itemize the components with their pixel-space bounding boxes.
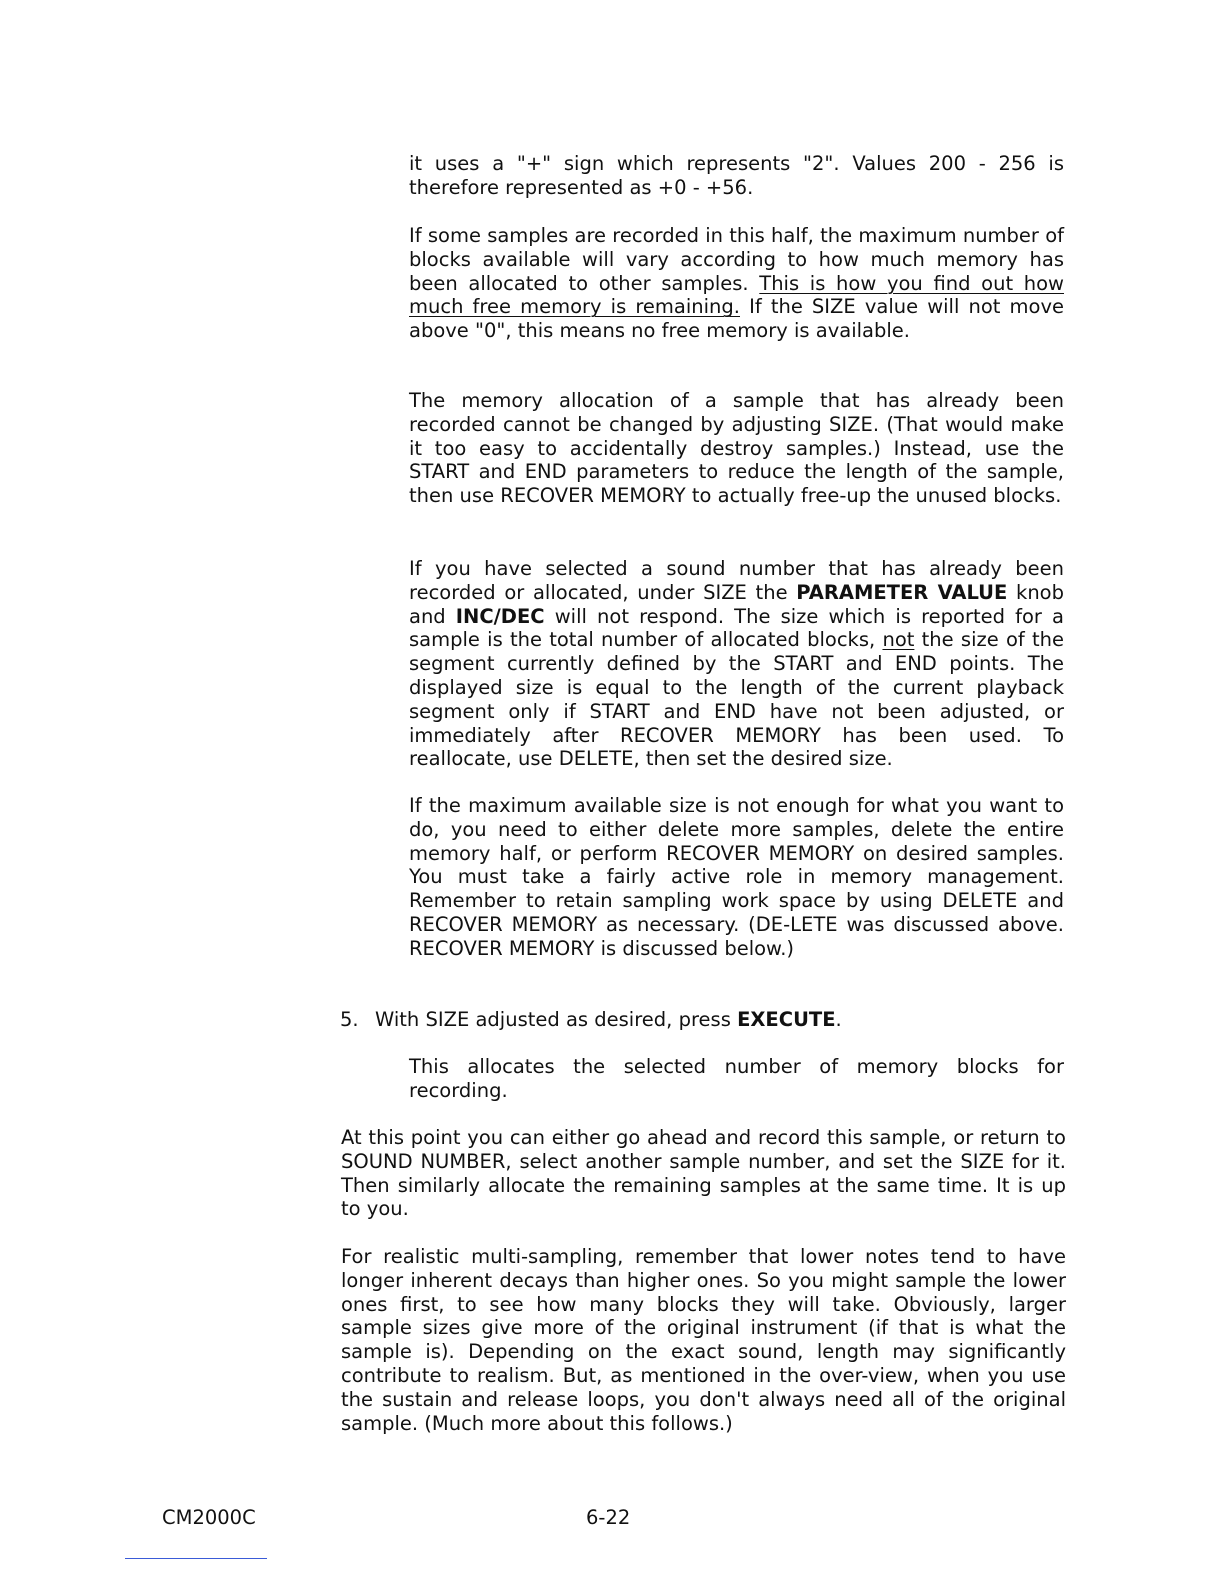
paragraph-4-text-e: the size of the segment currently defined by the START and END points. The displayed size is equal to the length of the current playback segment only if START and END have not been adjusted, or immediately after RECOVER MEMORY has been used. To reallocate, use DELETE, then set the desired size.: [409, 628, 1065, 771]
step-5: [340, 1008, 842, 1032]
step-end: .: [835, 1008, 842, 1031]
paragraph-7: At this point you can either go ahead and record this sample, or return to SOUND NUMBER, select another sample number, and set the SIZE for it. Then similarly allocate the remaining samples at the same time. It is up to you.: [341, 1126, 1066, 1221]
paragraph-2: [409, 224, 1064, 343]
paragraph-6: This allocates the selected number of memory blocks for recording.: [409, 1055, 1064, 1102]
paragraph-4-text-d: will not respond. The size which is reported for a sample is the total number of allocated blocks,: [409, 604, 1064, 652]
paragraph-4-text-c: knob and: [409, 580, 1064, 628]
step-number: 5.: [340, 1008, 359, 1031]
paragraph-4: [409, 557, 1064, 771]
parameter-value-label: PARAMETER VALUE: [796, 580, 1008, 604]
paragraph-2-text-b: If the SIZE value will not move above "0", this means no free memory is available.: [409, 295, 1064, 343]
paragraph-2-text-a: If some samples are recorded in this half, the maximum number of blocks available will vary according to how much memory has been allocated to other samples.: [409, 224, 1064, 295]
paragraph-4-text-a: If you have selected a sound number that has already been recorded or allocated, under SIZE the: [409, 557, 1064, 604]
paragraph-1: it uses a "+" sign which represents "2". Values 200 - 256 is therefore represented as +0 - +56.: [409, 152, 1064, 199]
paragraph-3: The memory allocation of a sample that has already been recorded cannot be changed by adjusting SIZE. (That would make it too easy to accidentally destroy samples.) Instead, use the START and END parameters to reduce the length of the sample, then use RECOVER MEMORY to actually free-up the unused blocks.: [409, 389, 1064, 508]
paragraph-8: For realistic multi-sampling, remember that lower notes tend to have longer inherent decays than higher ones. So you might sample the lower ones first, to see how many blocks they will take. Obviously, larger sample sizes give more of the original instrument (if that is what the sample is). Depending on the exact sound, length may significantly contribute to realism. But, as mentioned in the over-view, when you use the sustain and release loops, you don't always need all of the original sample. (Much more about this follows.): [341, 1245, 1066, 1435]
step-text: With SIZE adjusted as desired, press: [375, 1008, 738, 1031]
paragraph-4-underlined: not: [882, 628, 915, 652]
footer-doc-id: CM2000C: [162, 1506, 256, 1529]
footer-rule: [125, 1558, 267, 1559]
inc-dec-label: INC/DEC: [455, 604, 545, 628]
execute-label: EXECUTE: [737, 1008, 836, 1031]
paragraph-5: If the maximum available size is not enough for what you want to do, you need to either delete more samples, delete the entire memory half, or perform RECOVER MEMORY on desired samples. You must take a fairly active role in memory management. Remember to retain sampling work space by using DELETE and RECOVER MEMORY as necessary. (DE-LETE was discussed above. RECOVER MEMORY is discussed below.): [409, 794, 1064, 960]
footer-page-number: 6-22: [586, 1506, 631, 1529]
paragraph-2-underlined: This is how you find out how much free memory is remaining.: [409, 271, 1064, 319]
